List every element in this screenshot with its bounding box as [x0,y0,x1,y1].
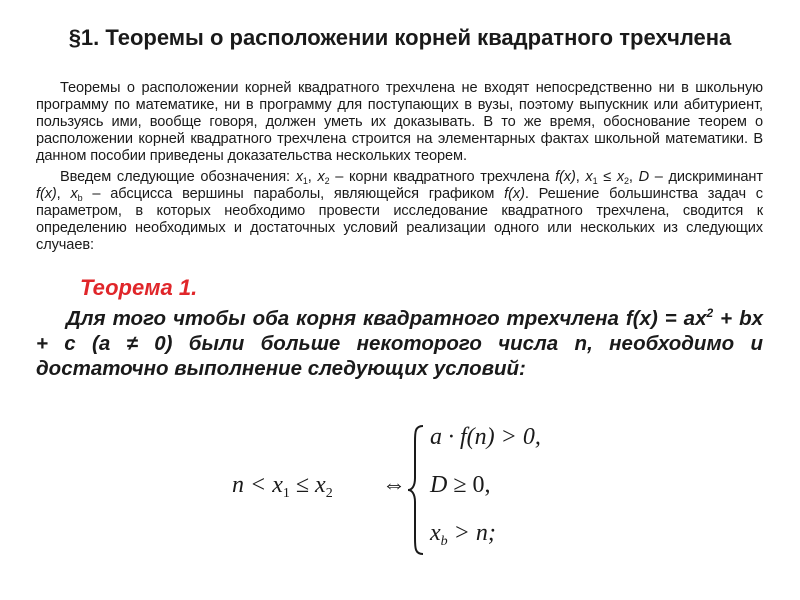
formula [232,420,612,560]
formula-lhs: $n < x_1 \le x_2$ [232,472,333,501]
theorem-statement: Для того чтобы оба корня квадратного трехчлена $f(x) = ax^2$ + bx + c (a ≠ 0) были больше некоторого числа n, необходимо и достаточно выполнение следующих условий: [36,306,763,380]
paragraph-notation: Введем следующие обозначения: $x_1$, $x_2$ – корни квадратного трехчлена f(x), $x_1 \le x_2$, D – дискриминант f(x), $x_b$ – абсцисса вершины параболы, являющейся графиком f(x). Решение большинства задач с параметром, в которых необходимо провести исследование квадратного трехчлена, сводится к определению необходимых и достаточных условий реализации одного или нескольких из следующих случаев: [36,169,763,253]
theorem-title: Теорема 1. [80,275,198,300]
page-title: §1. Теоремы о расположении корней квадратного трехчлена [68,25,732,50]
condition-3: $x_b > n$; [430,520,496,549]
iff-arrow-icon: ⇔ [382,472,406,498]
curly-brace-icon [406,424,426,556]
condition-1: a · f(n) > 0, [430,424,541,450]
condition-2: D ≥ 0, [430,472,491,498]
paragraph-intro: Теоремы о расположении корней квадратного трехчлена не входят непосредственно ни в школьную программу по математике, ни в программу для поступающих в вузы, поэтому выпускник или абитуриент, пользуясь ими, вообще говоря, должен уметь их доказывать. В то же время, обоснование теорем о расположении корней квадратного трехчлена строится на элементарных фактах школьной математики. В данном пособии приведены доказательства нескольких теорем. [36,80,763,164]
body-text [36,80,763,254]
